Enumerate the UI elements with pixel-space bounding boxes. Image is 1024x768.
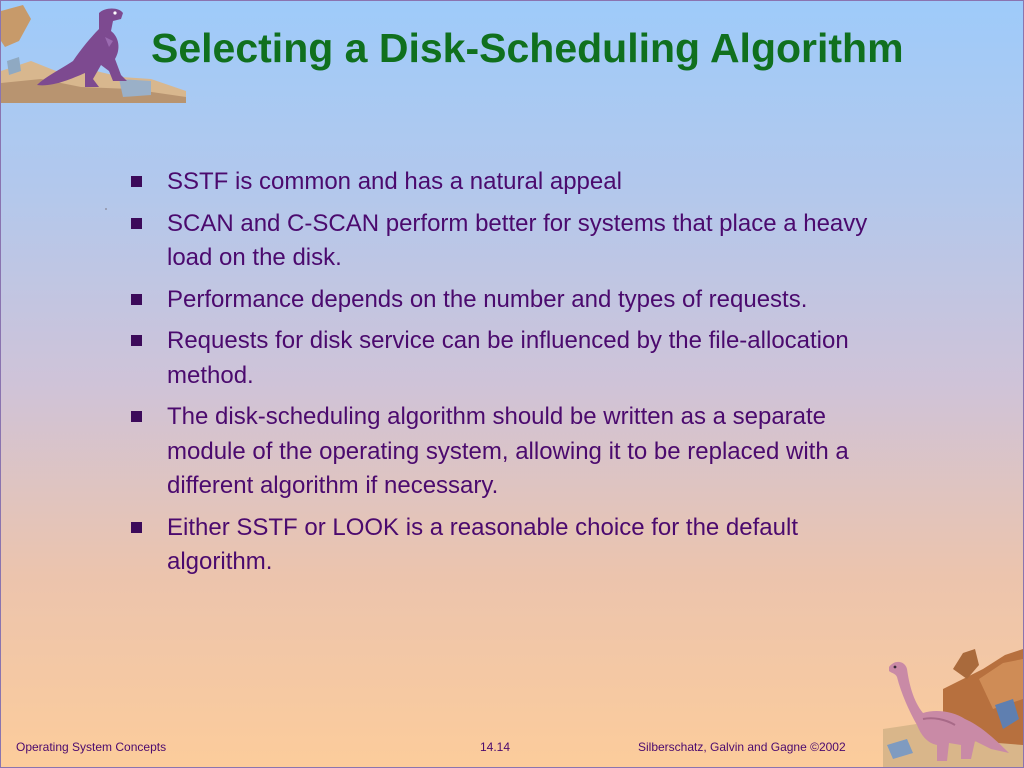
bullet-item xyxy=(129,283,909,318)
footer-copyright: Silberschatz, Galvin and Gagne ©2002 xyxy=(638,740,846,754)
bullet-item xyxy=(129,511,909,580)
bullet-text: Performance depends on the number and types of requests. xyxy=(167,285,808,313)
bullet-text: SCAN and C-SCAN perform better for systems that place a heavy load on the disk. xyxy=(167,209,868,271)
square-bullet-icon xyxy=(131,294,142,305)
square-bullet-icon xyxy=(131,176,142,187)
bullet-item xyxy=(129,165,909,200)
footer-slide-number: 14.14 xyxy=(480,740,511,754)
bullet-item xyxy=(129,324,909,393)
square-bullet-icon xyxy=(131,218,142,229)
bullet-text: Either SSTF or LOOK is a reasonable choice for the default algorithm. xyxy=(167,513,798,575)
square-bullet-icon xyxy=(131,411,142,422)
bullet-item xyxy=(129,207,909,276)
bullet-item xyxy=(129,400,909,504)
dinosaur-brontosaurus-icon xyxy=(883,649,1023,767)
bullet-text: SSTF is common and has a natural appeal xyxy=(167,168,622,195)
square-bullet-icon xyxy=(131,335,142,346)
slide-title: Selecting a Disk-Scheduling Algorithm xyxy=(151,25,904,71)
footer-course-name: Operating System Concepts xyxy=(16,740,167,754)
speck-artifact xyxy=(105,208,107,210)
bullet-text: The disk-scheduling algorithm should be written as a separate module of the operating system, allowing it to be replaced with a different algorithm if necessary. xyxy=(167,403,849,499)
square-bullet-icon xyxy=(131,522,142,533)
bullet-list xyxy=(129,165,909,587)
bullet-text: Requests for disk service can be influenced by the file-allocation method. xyxy=(167,327,849,389)
